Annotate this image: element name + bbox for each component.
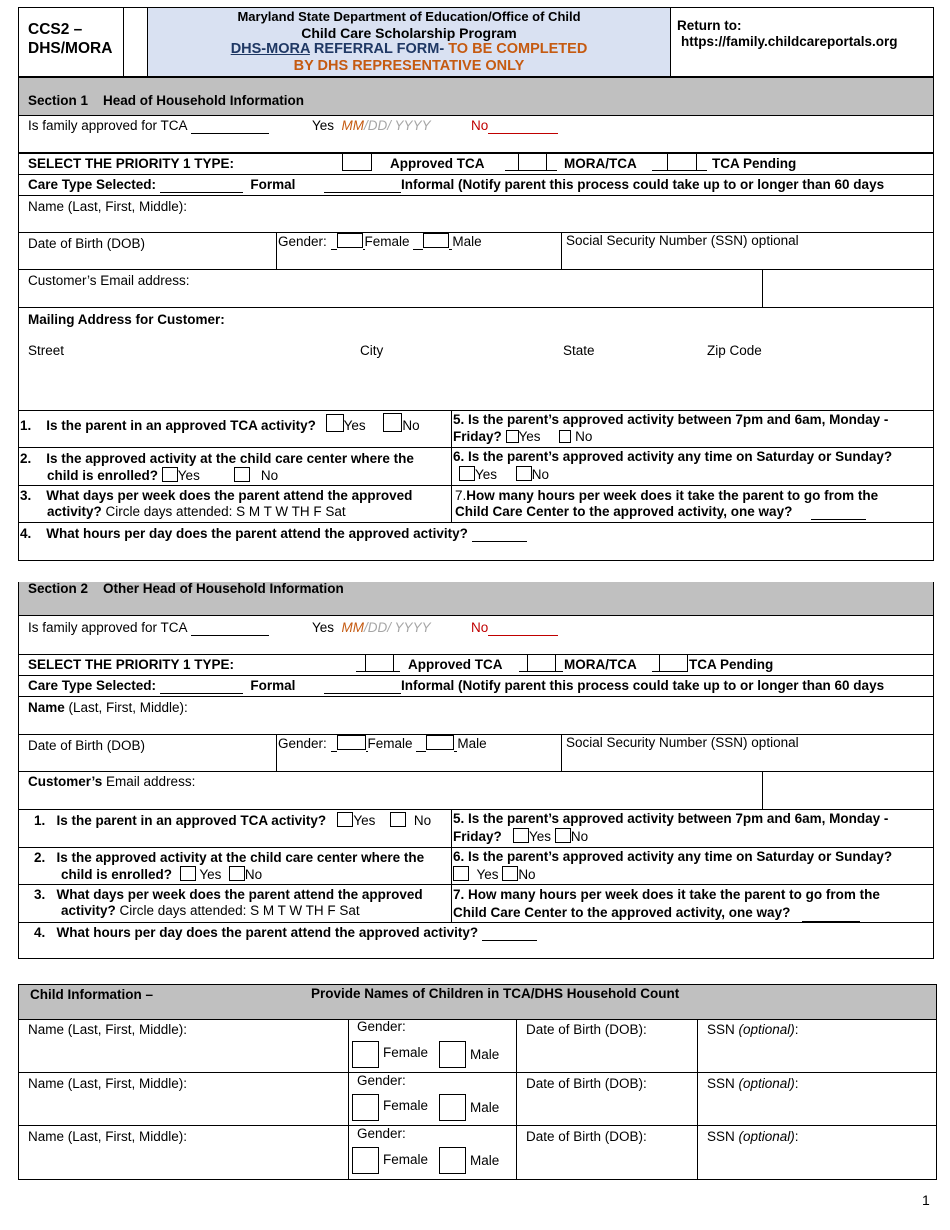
s2-q2-no-checkbox[interactable] [229, 866, 245, 881]
s2-q6-no-checkbox[interactable] [502, 866, 518, 881]
child-1-name-label: Name (Last, First, Middle): [28, 1022, 188, 1037]
s1-q2-yes-checkbox[interactable] [162, 467, 178, 482]
s1-q5: 5. Is the parent’s approved activity between 7pm and 6am, Monday - Friday? Yes No [453, 412, 889, 444]
s1-female-checkbox[interactable] [337, 233, 363, 248]
s1-q6-no-checkbox[interactable] [516, 466, 532, 481]
divider [451, 410, 452, 522]
s1-q7: 7.How many hours per week does it take the parent to go from the Child Care Center to the approved activity, one way? [455, 488, 879, 519]
s1-q5-no-checkbox[interactable] [559, 430, 571, 443]
s1-priority-opt2: MORA/TCA [564, 156, 637, 171]
s1-street-label: Street [28, 343, 65, 358]
s1-priority-opt3: TCA Pending [712, 156, 797, 171]
s2-q3: 3. What days per week does the parent attend the approved activity? Circle days attended: S M T W TH F Sat [34, 887, 423, 918]
s2-tca-yes[interactable]: Yes MM/DD/ YYYY [312, 620, 431, 635]
divider [762, 269, 763, 308]
s2-caretype-informal: Informal (Notify parent this process could take up to or longer than 60 days [324, 678, 884, 694]
form-title-line2: BY DHS REPRESENTATIVE ONLY [293, 58, 525, 74]
s1-email-label: Customer’s Email address: [28, 273, 190, 288]
s2-q7: 7. How many hours per week does it take the parent to go from the Child Care Center to the approved activity, one way? [453, 887, 880, 920]
s1-dob-label: Date of Birth (DOB) [28, 236, 146, 251]
divider [516, 1019, 517, 1180]
s1-q5-yes-checkbox[interactable] [506, 430, 519, 443]
child-3-name-label: Name (Last, First, Middle): [28, 1129, 188, 1144]
s1-state-label: State [563, 343, 595, 358]
divider [451, 809, 452, 922]
s1-priority-opt1: Approved TCA [390, 156, 485, 171]
s2-female-checkbox[interactable] [337, 735, 366, 750]
section2-title: Section 2 Other Head of Household Information [28, 581, 344, 596]
s2-q1: 1. Is the parent in an approved TCA activity? Yes No [34, 813, 432, 828]
child-2-male-checkbox[interactable] [439, 1094, 466, 1121]
s1-name-label: Name (Last, First, Middle): [28, 199, 188, 214]
s2-name-label: Name (Last, First, Middle): [28, 700, 188, 715]
s2-priority-opt3: TCA Pending [689, 657, 774, 672]
child-2-female-label: Female [383, 1098, 429, 1113]
divider [348, 1019, 349, 1180]
child-3-dob-label: Date of Birth (DOB): [526, 1129, 647, 1144]
s2-q4: 4. What hours per day does the parent attend the approved activity? [34, 925, 537, 941]
s2-q1-yes-checkbox[interactable] [337, 812, 353, 827]
header-divider [123, 7, 124, 77]
s1-q2: 2. Is the approved activity at the child care center where the child is enrolled? Yes No [20, 451, 414, 483]
s1-q1: 1. Is the parent in an approved TCA activity? Yes No [20, 413, 420, 434]
return-to-url[interactable]: https://family.childcareportals.org [681, 34, 898, 49]
s1-priority-checkbox-3-box[interactable] [667, 153, 697, 171]
s1-q2-no-checkbox[interactable] [234, 467, 250, 482]
divider [18, 485, 934, 486]
children-heading: Child Information – [30, 987, 153, 1002]
agency-name: Maryland State Department of Education/Office of Child [237, 9, 581, 24]
form-title: DHS-MORA REFERRAL FORM- TO BE COMPLETED [230, 41, 588, 57]
s1-q1-yes-checkbox[interactable] [326, 414, 344, 432]
child-2-dob-label: Date of Birth (DOB): [526, 1076, 647, 1091]
s2-tca-no[interactable]: No [471, 620, 558, 636]
s2-tca-question: Is family approved for TCA [28, 620, 269, 636]
child-2-female-checkbox[interactable] [352, 1094, 379, 1121]
program-name: Child Care Scholarship Program [301, 25, 517, 41]
s2-priority-checkbox-1-box[interactable] [365, 654, 394, 672]
s1-tca-no[interactable]: No [471, 118, 558, 134]
s1-priority-label: SELECT THE PRIORITY 1 TYPE: [28, 156, 235, 171]
s2-ssn-label: Social Security Number (SSN) optional [566, 735, 799, 750]
divider [18, 1072, 937, 1073]
s1-caretype: Care Type Selected: Formal [28, 177, 296, 192]
child-1-female-label: Female [383, 1045, 429, 1060]
s2-q2: 2. Is the approved activity at the child care center where the child is enrolled? Yes No [34, 850, 425, 882]
form-code: CCS2 – DHS/MORA [28, 21, 113, 57]
child-2-name-label: Name (Last, First, Middle): [28, 1076, 188, 1091]
divider [276, 734, 277, 772]
page-number: 1 [922, 1192, 930, 1208]
divider [561, 232, 562, 270]
s2-email-label: Customer’s Email address: [28, 774, 196, 789]
s2-priority-opt1: Approved TCA [408, 657, 503, 672]
divider [762, 771, 763, 810]
s1-tca-question: Is family approved for TCA [28, 118, 269, 134]
s2-q6-yes-checkbox[interactable] [453, 866, 469, 881]
children-subheading: Provide Names of Children in TCA/DHS Household Count [311, 986, 680, 1001]
child-3-male-checkbox[interactable] [439, 1147, 466, 1174]
s1-priority-checkbox-2-box[interactable] [518, 153, 547, 171]
s2-dob-label: Date of Birth (DOB) [28, 738, 146, 753]
s1-caretype-informal: Informal (Notify parent this process could take up to or longer than 60 days [324, 177, 884, 193]
s1-q3: 3. What days per week does the parent attend the approved activity? Circle days attended: S M T W TH F Sat [20, 488, 413, 519]
return-to-label: Return to: [677, 18, 742, 33]
section1-title: Section 1 Head of Household Information [28, 93, 305, 108]
s2-priority-opt2: MORA/TCA [564, 657, 637, 672]
s1-q6-yes-checkbox[interactable] [459, 466, 475, 481]
s1-city-label: City [360, 343, 384, 358]
s1-q6: 6. Is the parent’s approved activity any time on Saturday or Sunday? Yes No [453, 449, 893, 482]
child-1-gender-label: Gender: [357, 1019, 406, 1034]
s1-q1-no-checkbox[interactable] [383, 413, 402, 432]
s1-male-checkbox[interactable] [423, 233, 449, 248]
child-2-gender-label: Gender: [357, 1073, 406, 1088]
s2-q6: 6. Is the parent’s approved activity any time on Saturday or Sunday? Yes No [453, 849, 893, 882]
s1-q4: 4. What hours per day does the parent attend the approved activity? [20, 526, 527, 542]
s1-ssn-label: Social Security Number (SSN) optional [566, 233, 799, 248]
s2-priority-checkbox-2-box[interactable] [527, 654, 556, 672]
divider [276, 232, 277, 270]
s2-priority-checkbox-3-box[interactable] [659, 654, 688, 672]
s2-male-checkbox[interactable] [426, 735, 454, 750]
s1-priority-checkbox-1[interactable] [342, 153, 372, 171]
child-1-dob-label: Date of Birth (DOB): [526, 1022, 647, 1037]
divider [697, 1019, 698, 1180]
s2-q5: 5. Is the parent’s approved activity between 7pm and 6am, Monday - Friday? Yes No [453, 811, 889, 844]
s1-gender: Gender: Female Male [278, 234, 482, 249]
child-1-female-checkbox[interactable] [352, 1041, 379, 1068]
divider [18, 884, 934, 885]
s1-tca-yes[interactable]: Yes MM/DD/ YYYY [312, 118, 431, 133]
child-2-ssn-label: SSN (optional): [707, 1076, 799, 1091]
child-1-ssn-label: SSN (optional): [707, 1022, 799, 1037]
s2-q2-yes-checkbox[interactable] [180, 866, 196, 881]
child-3-female-label: Female [383, 1152, 429, 1167]
child-1-male-label: Male [470, 1047, 500, 1062]
divider [18, 522, 934, 523]
divider [18, 1125, 937, 1126]
divider [561, 734, 562, 772]
child-3-gender-label: Gender: [357, 1126, 406, 1141]
s1-mailing-label: Mailing Address for Customer: [28, 312, 225, 327]
child-2-male-label: Male [470, 1100, 500, 1115]
s2-q5-no-checkbox[interactable] [555, 828, 571, 843]
child-1-male-checkbox[interactable] [439, 1041, 466, 1068]
header-divider [670, 7, 671, 77]
divider [18, 922, 934, 923]
s2-caretype: Care Type Selected: Formal [28, 678, 296, 693]
child-3-female-checkbox[interactable] [352, 1147, 379, 1174]
s2-q1-no-checkbox[interactable] [390, 812, 406, 827]
s1-zip-label: Zip Code [707, 343, 762, 358]
s2-gender: Gender: Female Male [278, 736, 487, 751]
s2-q5-yes-checkbox[interactable] [513, 828, 529, 843]
child-3-ssn-label: SSN (optional): [707, 1129, 799, 1144]
child-3-male-label: Male [470, 1153, 500, 1168]
s2-priority-label: SELECT THE PRIORITY 1 TYPE: [28, 657, 235, 672]
